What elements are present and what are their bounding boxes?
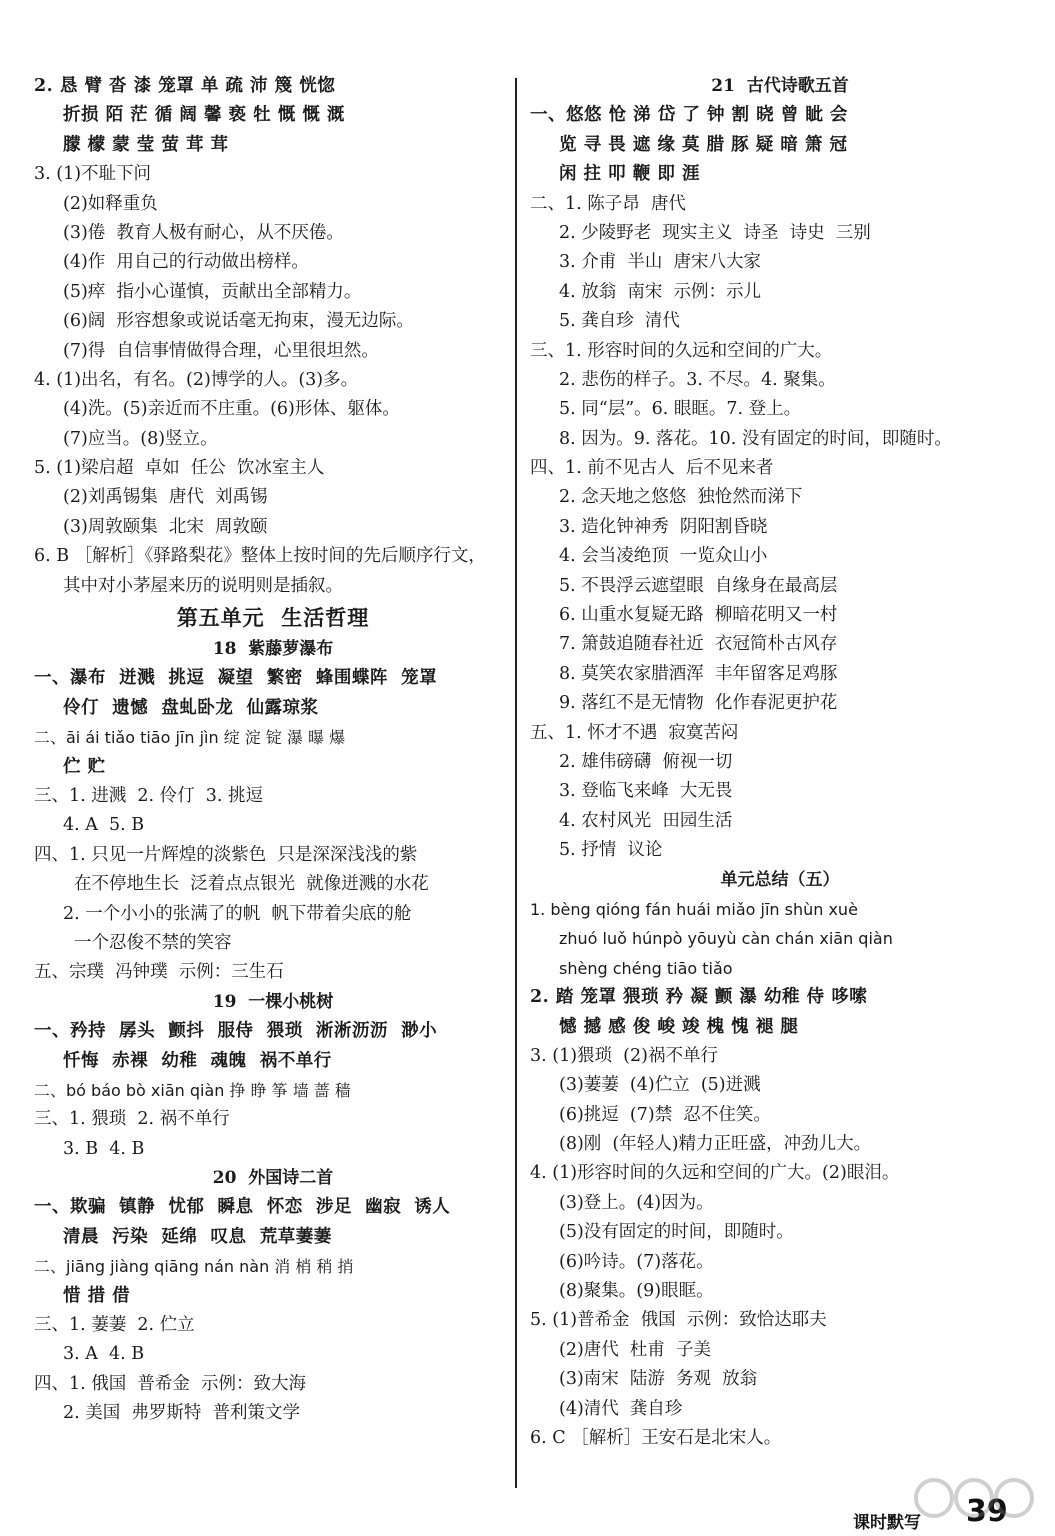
right-column-line: 览 寻 畏 遮 缘 莫 腊 豚 疑 暗 箫 冠 (559, 134, 848, 155)
left-column-line: (3)倦 教育人极有耐心，从不厌倦。 (63, 222, 344, 243)
right-column-line: 8. 因为。9. 落花。10. 没有固定的时间，即随时。 (559, 428, 952, 449)
left-column-line: 二、jiāng jiàng qiāng nán nàn 消 梢 稍 捎 (34, 1257, 354, 1277)
right-column-line: (8)刚 (年轻人)精力正旺盛，冲劲儿大。 (559, 1134, 872, 1155)
left-column-line: (6)阔 形容想象或说话毫无拘束，漫无边际。 (63, 311, 414, 332)
column-divider (515, 78, 517, 1488)
right-column-line: (4)清代 龚自珍 (559, 1398, 683, 1419)
right-column-line: 五、1. 怀才不遇 寂寞苦闷 (530, 722, 739, 743)
right-column-line: (6)挑逗 (7)禁 忍不住笑。 (559, 1104, 771, 1125)
left-column-line: 一、瀑布 迸溅 挑逗 凝望 繁密 蜂围蝶阵 笼罩 (34, 668, 438, 689)
right-column-line: 3. 登临飞来峰 大无畏 (559, 781, 733, 802)
left-column-line: 四、1. 只见一片辉煌的淡紫色 只是深深浅浅的紫 (34, 844, 418, 865)
right-column-line: 四、1. 前不见古人 后不见来者 (530, 458, 774, 479)
left-column-line: 三、1. 猥琐 2. 祸不单行 (34, 1109, 230, 1130)
right-column-line: (2)唐代 杜甫 子美 (559, 1339, 712, 1360)
right-column-line: shèng chéng tiāo tiǎo (559, 958, 733, 978)
left-column-line: (3)周敦颐集 北宋 周敦颐 (63, 516, 268, 537)
right-column-line: (6)吟诗。(7)落花。 (559, 1251, 714, 1272)
right-column-line: 一、悠悠 怆 涕 岱 了 钟 割 晓 曾 眦 会 (530, 105, 848, 126)
right-column-line: 4. 农村风光 田园生活 (559, 810, 733, 831)
left-column-line: 清晨 污染 延绵 叹息 荒草萋萋 (63, 1226, 332, 1247)
left-column-line: 18 紫藤萝瀑布 (212, 639, 334, 660)
left-column-line: 三、1. 进溅 2. 伶仃 3. 挑逗 (34, 785, 264, 806)
left-column-line: 伫 贮 (63, 756, 106, 777)
left-column-line: 一、矜持 孱头 颤抖 服侍 猥琐 淅淅沥沥 渺小 (34, 1021, 438, 1042)
right-column-line: 2. 雄伟磅礴 俯视一切 (559, 751, 733, 772)
right-column (530, 72, 1030, 1453)
left-column-line: 5. (1)梁启超 卓如 任公 饮冰室主人 (34, 458, 325, 479)
left-column-line: 2. 恳 臂 沓 漆 笼罩 单 疏 沛 篾 恍惚 (34, 76, 336, 96)
right-column-line: 3. (1)猥琐 (2)祸不单行 (530, 1045, 718, 1066)
left-column-line: 19 一棵小桃树 (212, 991, 334, 1012)
right-column-line: (5)没有固定的时间，即随时。 (559, 1222, 794, 1243)
left-column-line: 忏悔 赤裸 幼稚 魂魄 祸不单行 (63, 1050, 332, 1071)
left-column-line: 6. B ［解析］《驿路梨花》整体上按时间的先后顺序行文， (34, 546, 486, 567)
left-column-line: 其中对小茅屋来历的说明则是插叙。 (63, 575, 343, 596)
left-column-line: (2)刘禹锡集 唐代 刘禹锡 (63, 487, 268, 508)
left-column-line: 四、1. 俄国 普希金 示例：致大海 (34, 1373, 307, 1394)
left-column-line: 二、bó báo bò xiān qiàn 挣 睁 筝 墙 蔷 穑 (34, 1080, 351, 1100)
right-column-line: 8. 莫笑农家腊酒浑 丰年留客足鸡豚 (559, 663, 838, 684)
left-column-line: 3. B 4. B (63, 1138, 145, 1159)
right-column-line: 2. 踏 笼罩 猥琐 矜 凝 颤 瀑 幼稚 侍 哆嗦 (530, 987, 868, 1008)
left-column-line: (2)如释重负 (63, 193, 158, 214)
left-column-line: 2. 美国 弗罗斯特 普利策文学 (63, 1403, 301, 1424)
left-column-line: 4. A 5. B (63, 815, 145, 836)
left-column-line: 第五单元 生活哲理 (176, 605, 370, 631)
right-column-line: (3)南宋 陆游 务观 放翁 (559, 1369, 758, 1390)
right-column-line: 4. (1)形容时间的久远和空间的广大。(2)眼泪。 (530, 1163, 900, 1184)
right-column-line: 4. 会当凌绝顶 一览众山小 (559, 546, 768, 567)
watermark-logo (912, 1470, 1042, 1530)
right-column-line: 2. 悲伤的样子。3. 不尽。4. 聚集。 (559, 369, 836, 390)
footer-label: 课时默写 (853, 1513, 921, 1533)
right-column-line: zhuó luǒ húnpò yōuyù càn chán xiān qiàn (559, 929, 893, 949)
left-column-line: 3. (1)不耻下问 (34, 164, 152, 185)
left-column-line: (4)作 用自己的行动做出榜样。 (63, 252, 309, 273)
left-column-line: 三、1. 萋萋 2. 伫立 (34, 1315, 195, 1336)
left-column-line: 3. A 4. B (63, 1344, 145, 1365)
left-column (34, 72, 512, 1429)
left-column-line: 二、āi ái tiǎo tiāo jīn jìn 绽 淀 锭 瀑 曝 爆 (34, 728, 346, 748)
right-column-line: (3)登上。(4)因为。 (559, 1192, 714, 1213)
right-column-line: 1. bèng qióng fán huái miǎo jīn shùn xuè (530, 899, 858, 919)
right-column-line: 7. 箫鼓追随春社近 衣冠简朴古风存 (559, 634, 838, 655)
page-number: 39 (966, 1494, 1008, 1529)
right-column-line: 9. 落红不是无情物 化作春泥更护花 (559, 693, 838, 714)
left-column-line: 折损 陌 茫 循 阔 馨 亵 牡 慨 慨 溉 (63, 105, 345, 126)
right-column-line: 闲 拄 叩 鞭 即 涯 (559, 164, 700, 185)
right-column-line: 6. 山重水复疑无路 柳暗花明又一村 (559, 605, 838, 626)
right-column-line: 2. 念天地之悠悠 独怆然而涕下 (559, 487, 803, 508)
left-column-line: 一、欺骗 镇静 忧郁 瞬息 怀恋 涉足 幽寂 诱人 (34, 1197, 451, 1218)
right-column-line: 21 古代诗歌五首 (711, 76, 849, 96)
left-column-line: 五、宗璞 冯钟璞 示例：三生石 (34, 962, 284, 983)
left-column-line: (4)洗。(5)亲近而不庄重。(6)形体、躯体。 (63, 399, 400, 420)
right-column-line: 2. 少陵野老 现实主义 诗圣 诗史 三别 (559, 222, 871, 243)
right-column-line: (3)萋萋 (4)伫立 (5)迸溅 (559, 1075, 761, 1096)
left-column-line: 一个忍俊不禁的笑容 (74, 932, 232, 953)
left-column-line: 在不停地生长 泛着点点银光 就像迸溅的水花 (74, 874, 429, 895)
right-column-line: 6. C ［解析］王安石是北宋人。 (530, 1427, 782, 1448)
left-column-line: (7)得 自信事情做得合理，心里很坦然。 (63, 340, 379, 361)
left-column-line: 朦 檬 蒙 莹 萤 茸 茸 (63, 134, 229, 155)
right-column-line: 单元总结（五） (720, 869, 840, 890)
right-column-line: 5. 龚自珍 清代 (559, 311, 680, 332)
left-column-line: (7)应当。(8)竖立。 (63, 428, 218, 449)
right-column-line: 5. 抒情 议论 (559, 840, 663, 861)
right-column-line: 5. (1)普希金 俄国 示例：致恰达耶夫 (530, 1310, 827, 1331)
right-column-line: 5. 同“层”。6. 眼眶。7. 登上。 (559, 399, 802, 420)
left-column-line: 20 外国诗二首 (212, 1168, 334, 1189)
left-column-line: 4. (1)出名，有名。(2)博学的人。(3)多。 (34, 369, 359, 390)
right-column-line: 三、1. 形容时间的久远和空间的广大。 (530, 340, 833, 361)
right-column-line: 4. 放翁 南宋 示例：示儿 (559, 281, 762, 302)
right-column-line: 3. 造化钟神秀 阴阳割昏晓 (559, 516, 768, 537)
right-column-line: 3. 介甫 半山 唐宋八大家 (559, 252, 762, 273)
left-column-line: 2. 一个小小的张满了的帆 帆下带着尖底的舱 (63, 903, 412, 924)
left-column-line: (5)瘁 指小心谨慎，贡献出全部精力。 (63, 281, 362, 302)
right-column-line: 二、1. 陈子昂 唐代 (530, 193, 686, 214)
right-column-line: (8)聚集。(9)眼眶。 (559, 1281, 714, 1302)
right-column-line: 5. 不畏浮云遮望眼 自缘身在最高层 (559, 575, 838, 596)
right-column-line: 憾 撼 感 俊 峻 竣 槐 愧 褪 腿 (559, 1016, 799, 1037)
left-column-line: 伶仃 遗憾 盘虬卧龙 仙露琼浆 (63, 697, 319, 718)
left-column-line: 惜 措 借 (63, 1285, 131, 1306)
